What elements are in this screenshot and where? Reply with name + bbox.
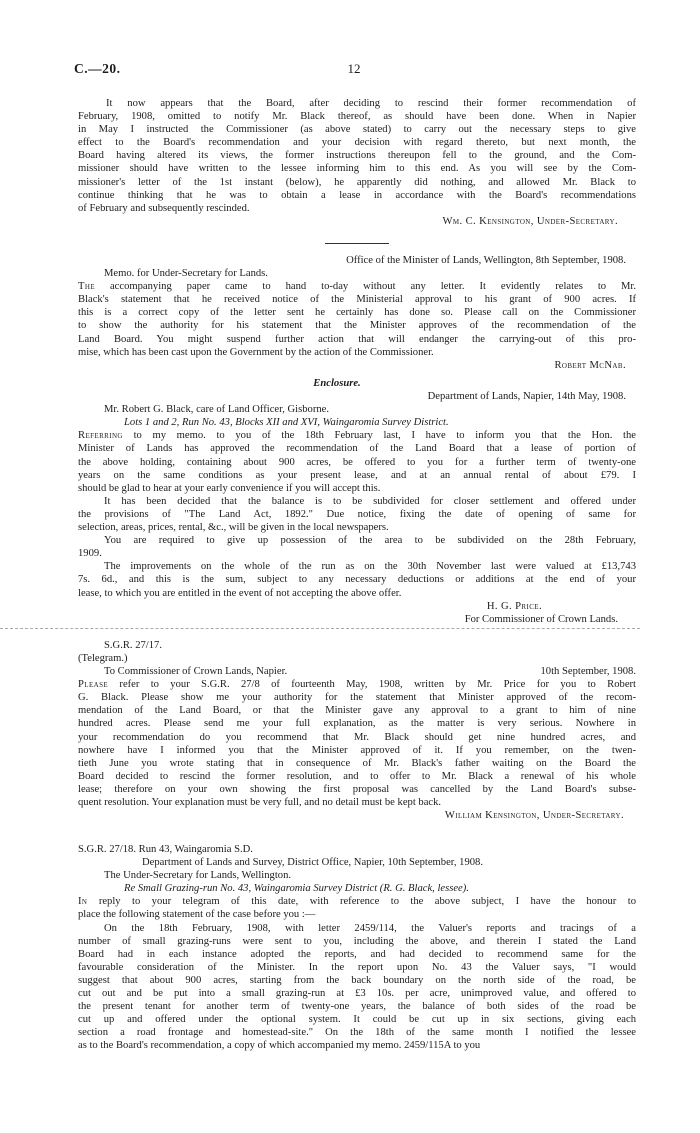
page-header (74, 62, 634, 78)
text-line (78, 704, 636, 717)
text-line (78, 293, 636, 306)
paragraph-lead-word: Please (78, 679, 109, 691)
text-line-content: number of small grazing-runs were sent to you, including the above, and therein I stated the Land (78, 935, 636, 947)
enclosure-signature-title: For Commissioner of Crown Lands. (464, 613, 618, 625)
memo-heading: Memo. for Under-Secretary for Lands. (104, 268, 268, 280)
text-line-content: quent resolution. Your explanation must be very full, and no detail must be kept back. (78, 797, 442, 809)
section-divider (325, 243, 389, 244)
text-line (78, 757, 636, 770)
text-line (78, 783, 636, 796)
enclosure-paragraph-4 (78, 560, 636, 599)
telegram-kind: (Telegram.) (78, 653, 128, 665)
document-reference: C.—20. (74, 61, 121, 76)
text-line (78, 162, 636, 175)
text-line-content: mendation of the Land Board, or that the Minister gave any approval to a grant to him of nine (78, 705, 636, 717)
text-line (78, 573, 636, 586)
text-line-content: section a road frontage and homestead-site." On the 18th of the same month I notified the lessee (78, 1027, 636, 1039)
text-line-content: in May I instructed the Commissioner (as above stated) to carry out the necessary steps to give (78, 124, 636, 136)
telegram-ref: S.G.R. 27/17. (104, 640, 162, 651)
text-line (78, 333, 636, 346)
enclosure-subject: Lots 1 and 2, Run No. 43, Blocks XII and XVI, Waingaromia Survey District. (124, 417, 449, 429)
text-line (78, 908, 636, 921)
text-line (78, 948, 636, 961)
page-number: 12 (347, 61, 361, 76)
telegram-address-row (78, 665, 636, 678)
text-line-content: the above holding, containing about 900 acres, be offered to you for a further term of twenty-one (78, 456, 636, 468)
text-line (78, 429, 636, 442)
text-line (78, 961, 636, 974)
enclosure-date-line: Department of Lands, Napier, 14th May, 1908. (427, 391, 626, 403)
text-line (78, 744, 636, 757)
text-line (78, 974, 636, 987)
text-line-content: to my memo. to you of the 18th February last, I have to inform you that the Hon. the (133, 430, 636, 442)
text-line-content: On the 18th February, 1908, with letter 2459/114, the Valuer's reports and tracings of a (104, 922, 636, 934)
text-line-content: the provisions of "The Land Act, 1892." Due notice, fixing the date of opening of same for (78, 508, 636, 520)
commissioner-reply (78, 843, 636, 1053)
text-line (78, 691, 636, 704)
text-line (78, 922, 636, 935)
text-line (78, 717, 636, 730)
text-line-content: missioner's letter of the 1st instant (below), he apparently did nothing, and allowed Mr. Black to (78, 176, 636, 188)
text-line-content: to show the authority for his statement that the Minister approves of the recommendation of the (78, 320, 636, 332)
memo-body (78, 280, 636, 359)
text-line (78, 587, 636, 600)
text-line-content: Board had in each instance adopted the reports, and had decided to recommend same for the (78, 948, 636, 960)
text-line-content: refer to your S.G.R. 27/8 of fourteenth May, 1908, written by Mr. Price for you to Robert (119, 679, 636, 691)
text-line-content: It now appears that the Board, after deciding to rescind their former recommendation of (106, 98, 636, 109)
text-line (78, 280, 636, 293)
reply-re-line: Re Small Grazing-run No. 43, Waingaromia Survey District (R. G. Black, lessee). (124, 883, 469, 895)
memo-signature: Robert McNab. (554, 359, 626, 371)
text-line-content: accompanying paper came to hand to-day without any letter. It evidently relates to Mr. (109, 281, 637, 293)
text-line (78, 110, 636, 123)
telegram-signature: William Kensington, Under-Secretary. (444, 810, 624, 822)
text-line (78, 469, 636, 482)
enclosure-signature-name: H. G. Price. (486, 600, 542, 612)
text-line-content: The improvements on the whole of the run as on the 30th November last were valued at £13,743 (104, 561, 636, 573)
text-line-content: 1909. (78, 548, 102, 560)
note-signature: Wm. C. Kensington, Under-Secretary. (442, 215, 618, 227)
reply-paragraph-1 (78, 895, 636, 921)
text-line (78, 123, 636, 136)
enclosure-paragraph-1 (78, 429, 636, 494)
text-line (78, 796, 636, 809)
enclosure-paragraph-3 (78, 534, 636, 560)
paragraph-lead-word: The (78, 281, 96, 293)
text-line-content: lease; therefore on your own showing the first proposal was cancelled by the Land Board's subse- (78, 783, 636, 795)
telegram-body (78, 678, 636, 809)
text-line (78, 935, 636, 948)
text-line-content: Board decided to rescind the former resolution, and to offer to Mr. Black a renewal of his whole (78, 770, 636, 782)
text-line-content: of February and subsequently rescinded. (78, 202, 250, 214)
under-secretary-note (78, 97, 636, 228)
text-line-content: suggest that about 900 acres, starting from the back boundary on the north side of the road, be (78, 974, 636, 986)
text-line (78, 1026, 636, 1039)
text-line-content: selection, areas, prices, rental, &c., will be given in the local newspapers. (78, 522, 389, 534)
text-line-content: effect to the Board's recommendation and your decision with regard thereto, but next month, the (78, 137, 636, 149)
text-line-content: You are required to give up possession of the area to be subdivided on the 28th February, (104, 535, 636, 547)
text-line-content: mise, which has been cast upon the Government by the action of the Commissioner. (78, 346, 434, 358)
text-line (78, 495, 636, 508)
telegram (78, 628, 636, 822)
text-line (78, 1013, 636, 1026)
telegram-date: 10th September, 1908. (540, 666, 636, 678)
paragraph-lead-word: In (78, 896, 88, 908)
enclosure-letter (78, 377, 636, 626)
text-line-content: Board having altered its views, the former instructions thereupon fell to the ground, and the Com- (78, 150, 636, 162)
text-line (78, 678, 636, 691)
paragraph-lead-word: Referring (78, 430, 123, 442)
text-line (78, 482, 636, 495)
text-line (78, 442, 636, 455)
section-divider (0, 628, 640, 629)
text-line-content: as to the Board's recommendation, a copy of which accompanied my memo. 2459/115A to you (78, 1040, 481, 1052)
reply-to-line: The Under-Secretary for Lands, Wellington. (104, 870, 292, 882)
text-line (78, 770, 636, 783)
text-line-content: years on the same conditions as your present lease, and at an annual rental of about £79. I (78, 469, 636, 481)
text-line (78, 547, 636, 560)
reply-paragraph-2 (78, 922, 636, 1053)
text-line-content: continue thinking that he was to obtain a lease in accordance with the Board's recommendations (78, 189, 636, 201)
text-line (78, 202, 636, 215)
text-line-content: It has been decided that the balance is to be subdivided for closer settlement and offered under (104, 495, 636, 507)
text-line (78, 189, 636, 202)
text-line-content: should be glad to hear at your early convenience if you will accept this. (78, 482, 381, 494)
text-line (78, 508, 636, 521)
text-line-content: your recommendation do you recommend that Mr. Black should get nine hundred acres, and (78, 731, 636, 743)
text-line (78, 987, 636, 1000)
text-line-content: February, 1908, omitted to notify Mr. Black thereof, as should have been done. When in Napier (78, 111, 636, 123)
memo-office-line: Office of the Minister of Lands, Wellington, 8th September, 1908. (346, 255, 626, 266)
text-line (78, 136, 636, 149)
text-line (78, 97, 636, 110)
text-line-content: the present tenant for another term of twenty-one years, the balance of both sides of the road be (78, 1001, 636, 1013)
text-line (78, 346, 636, 359)
text-line (78, 521, 636, 534)
text-line (78, 149, 636, 162)
text-line-content: cut up and offered under the optional system. It could be cut up in six sections, giving each (78, 1014, 636, 1026)
text-line-content: G. Black. Please show me your authority for the statement that Minister approved of the recom- (78, 692, 636, 704)
telegram-to: To Commissioner of Crown Lands, Napier. (104, 666, 288, 678)
text-line-content: Black's statement that he received notice of the Ministerial approval to his grant of 900 acres. If (78, 294, 636, 306)
text-line-content: Minister of Lands has approved the recommendation of the Land Board that a lease of portion of (78, 443, 636, 455)
enclosure-label: Enclosure. (313, 378, 361, 389)
text-line-content: this is a correct copy of the letter sent he certainly has done so. Please call on the Commissioner (78, 307, 636, 319)
text-line (78, 1000, 636, 1013)
text-line-content: cut out and be put into a small grazing-run at £3 10s. per acre, unimproved value, and offered to (78, 988, 636, 1000)
text-line-content: reply to your telegram of this date, with reference to the above subject, I have the honour to (98, 896, 636, 908)
text-line (78, 456, 636, 469)
text-line-content: Land Board. You might suspend further action that will endanger the carrying-out of this pro- (78, 333, 636, 345)
note-body (78, 97, 636, 215)
text-line (78, 534, 636, 547)
text-line (78, 319, 636, 332)
text-line (78, 731, 636, 744)
minister-memo (78, 236, 636, 372)
text-line-content: missioner should have written to the lessee informing him to this end. As you will see by the Com- (78, 163, 636, 175)
text-line (78, 560, 636, 573)
enclosure-paragraph-2 (78, 495, 636, 534)
text-line-content: place the following statement of the case before you :— (78, 909, 316, 921)
reply-ref-line: S.G.R. 27/18. Run 43, Waingaromia S.D. (78, 844, 253, 855)
text-line-content: nowhere have I informed you that the Minister approved of it. If you remember, on the twen- (78, 744, 636, 756)
text-line-content: tieth June you wrote stating that in consequence of Mr. Black's father waiting on the Board the (78, 757, 636, 769)
text-line-content: 7s. 6d., and this is the sum, subject to any necessary deductions or additions at the end of your (78, 574, 636, 586)
text-line (78, 306, 636, 319)
text-line (78, 1039, 636, 1052)
text-line (78, 895, 636, 908)
enclosure-addressee: Mr. Robert G. Black, care of Land Officer, Gisborne. (104, 404, 330, 416)
reply-dept-line: Department of Lands and Survey, District Office, Napier, 10th September, 1908. (142, 857, 484, 869)
text-line-content: hundred acres. Please send me your full explanation, as the matter is very serious. Nowhere in (78, 718, 636, 730)
text-line (78, 176, 636, 189)
text-line-content: lease, to which you are entitled in the event of not accepting the above offer. (78, 587, 402, 599)
text-line-content: favourable consideration of the Minister. In the report upon No. 43 the Valuer says, "I would (78, 961, 636, 973)
